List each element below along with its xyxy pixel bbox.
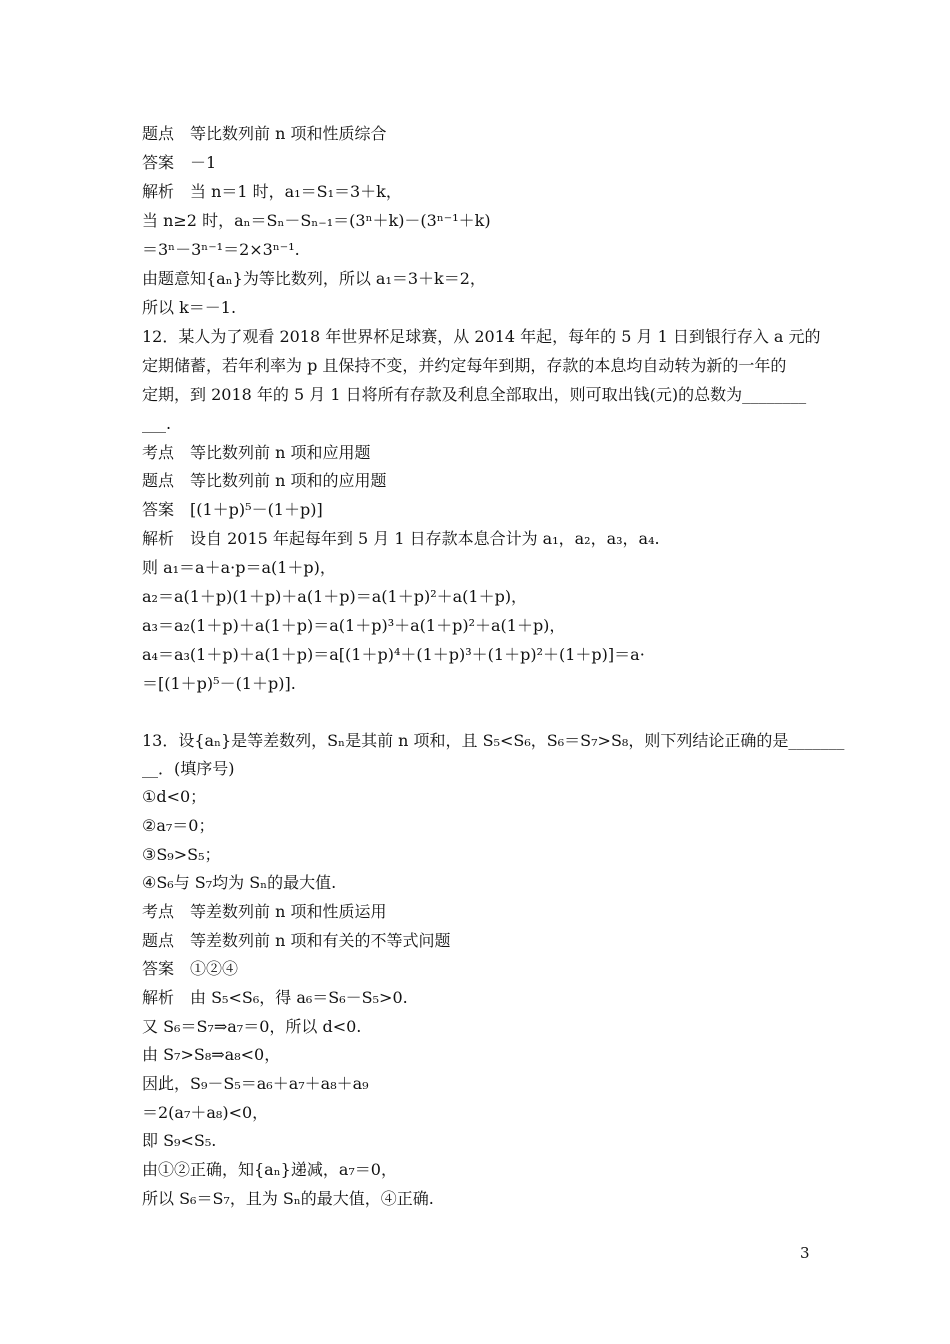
- text-line: 考点 等差数列前 n 项和性质运用: [142, 902, 387, 921]
- text-line: ③S₉>S₅；: [142, 845, 221, 864]
- text-line: 答案 [(1＋p)⁵－(1＋p)]: [142, 500, 323, 519]
- text-line: 由①②正确，知{aₙ}递减，a₇＝0，: [142, 1160, 397, 1179]
- text-line: 答案 ①②④: [142, 959, 239, 978]
- text-line: 又 S₆＝S₇⇒a₇＝0，所以 d<0.: [142, 1017, 362, 1036]
- text-line: 解析 由 S₅<S₆，得 a₆＝S₆－S₅>0.: [142, 988, 408, 1007]
- text-line: 解析 设自 2015 年起每年到 5 月 1 日存款本息合计为 a₁，a₂，a₃，a₄.: [142, 529, 660, 548]
- text-line: 解析 当 n＝1 时，a₁＝S₁＝3＋k，: [142, 182, 402, 201]
- text-line: 答案 －1: [142, 153, 217, 172]
- text-line: ＝3ⁿ－3ⁿ⁻¹＝2×3ⁿ⁻¹.: [142, 240, 300, 259]
- text-line: ①d<0；: [142, 787, 207, 806]
- text-line: 由 S₇>S₈⇒a₈<0，: [142, 1045, 281, 1064]
- text-line: a₃＝a₂(1＋p)＋a(1＋p)＝a(1＋p)³＋a(1＋p)²＋a(1＋p)，: [142, 616, 566, 635]
- question-12-text: 12．某人为了观看 2018 年世界杯足球赛，从 2014 年起，每年的 5 月 1 日到银行存入 a 元的: [142, 327, 821, 346]
- text-line: 由题意知{aₙ}为等比数列，所以 a₁＝3＋k＝2，: [142, 269, 486, 288]
- text-line: 定期，到 2018 年的 5 月 1 日将所有存款及利息全部取出，则可取出钱(元)的总数为________: [142, 385, 807, 404]
- text-line: ＝2(a₇＋a₈)<0，: [142, 1103, 269, 1122]
- text-line: ＝[(1＋p)⁵－(1＋p)].: [142, 674, 296, 693]
- text-line: 题点 等比数列前 n 项和性质综合: [142, 124, 387, 143]
- document-page: [142, 0, 845, 1344]
- text-line: 考点 等比数列前 n 项和应用题: [142, 443, 371, 462]
- text-line: ④S₆与 S₇均为 Sₙ的最大值.: [142, 873, 337, 892]
- text-line: 定期储蓄，若年利率为 p 且保持不变，并约定每年到期，存款的本息均自动转为新的一年的: [142, 356, 787, 375]
- text-line: a₄＝a₃(1＋p)＋a(1＋p)＝a[(1＋p)⁴＋(1＋p)³＋(1＋p)²＋(1＋p)]＝a·: [142, 645, 645, 664]
- text-line: ___.: [142, 414, 172, 433]
- text-line: 所以 k＝－1.: [142, 298, 237, 317]
- text-line: 题点 等比数列前 n 项和的应用题: [142, 471, 387, 490]
- text-line: 当 n≥2 时，aₙ＝Sₙ－Sₙ₋₁＝(3ⁿ＋k)－(3ⁿ⁻¹＋k): [142, 211, 491, 230]
- page-number: 3: [800, 1244, 810, 1262]
- text-line: 因此，S₉－S₅＝a₆＋a₇＋a₈＋a₉: [142, 1074, 369, 1093]
- text-line: 题点 等差数列前 n 项和有关的不等式问题: [142, 931, 451, 950]
- text-line: 所以 S₆＝S₇，且为 Sₙ的最大值，④正确.: [142, 1189, 434, 1208]
- text-line: __．(填序号): [142, 759, 235, 778]
- text-line: a₂＝a(1＋p)(1＋p)＋a(1＋p)＝a(1＋p)²＋a(1＋p)，: [142, 587, 528, 606]
- question-13-text: 13．设{aₙ}是等差数列，Sₙ是其前 n 项和，且 S₅<S₆，S₆＝S₇>S₈，则下列结论正确的是_______: [142, 731, 845, 750]
- text-line: 则 a₁＝a＋a·p＝a(1＋p)，: [142, 558, 336, 577]
- text-line: ②a₇＝0；: [142, 816, 215, 835]
- text-line: 即 S₉<S₅.: [142, 1131, 217, 1150]
